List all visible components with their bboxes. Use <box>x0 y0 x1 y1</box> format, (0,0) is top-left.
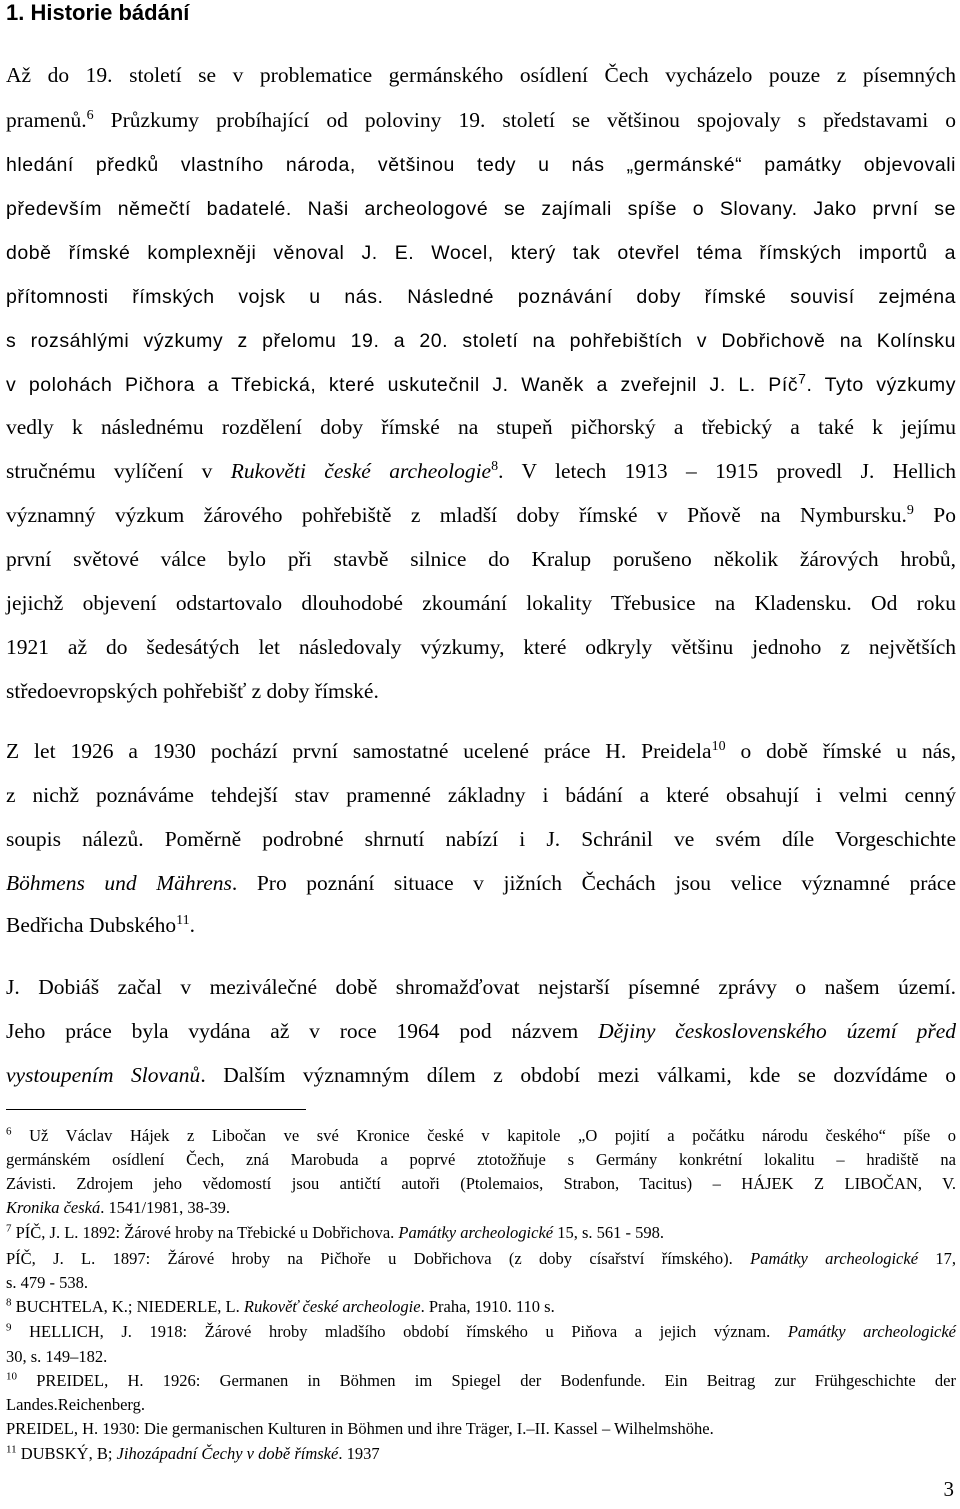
text-line: přítomnosti římských vojsk u nás. Následné poznávání doby římské souvisí zejména <box>6 286 956 308</box>
text-line: jejichž objevení odstartovalo dlouhodobé zkoumání lokality Třebusice na Kladensku. Od roku <box>6 591 956 615</box>
footnote-line: Kronika česká. 1541/1981, 38-39. <box>6 1198 230 1217</box>
footnote-line: PREIDEL, H. 1930: Die germanischen Kulturen in Böhmen und ihre Träger, I.–II. Kassel – Wilhelmshöhe. <box>6 1419 714 1438</box>
text-line: době římské komplexněji věnoval J. E. Wocel, který tak otevřel téma římských importů a <box>6 242 956 264</box>
text-line: Böhmens und Mährens. Pro poznání situace v jižních Čechách jsou velice významné práce <box>6 871 956 895</box>
text-line: hledání předků vlastního národa, většinou tedy u nás „germánské“ památky objevovali <box>6 154 956 176</box>
footnote-11: $^{11}$ DUBSKÝ, B; Jihozápadní Čechy v době římské. 1937 <box>6 1443 380 1463</box>
footnote-line: 30, s. 149–182. <box>6 1347 108 1366</box>
text-line: vedly k následnému rozdělení doby římské na stupeň pičhorský a třebický a také k jejímu <box>6 415 956 439</box>
footnote-6: $^6$ Už Václav Hájek z Libočan ve své Kronice české v kapitole „O pojití a počátku národu českého“ píše o <box>6 1125 956 1145</box>
footnote-separator <box>6 1109 306 1110</box>
footnote-7: $^7$ PÍČ, J. L. 1892: Žárové hroby na Třebické u Dobřichova. Památky archeologické 15, s. 561 - 598. <box>6 1222 665 1242</box>
text-line: s rozsáhlými výzkumy z přelomu 19. a 20. století na pohřebištích v Dobřichově na Kolínsku <box>6 330 956 352</box>
text-line: první světové válce bylo při stavbě silnice do Kralup porušeno několik žárových hrobů, <box>6 547 956 571</box>
text-line: soupis nálezů. Poměrně podrobné shrnutí nabízí i J. Schránil ve svém díle Vorgeschichte <box>6 827 956 851</box>
footnote-line: s. 479 - 538. <box>6 1273 89 1292</box>
footnote-ref[interactable]: 8 <box>491 458 499 474</box>
text-line: v polohách Pičhora a Třebická, které uskutečnil J. Waněk a zveřejnil J. L. Píč$^7$. Tyto výzkumy <box>6 370 956 396</box>
text-line: významný výzkum žárového pohřebiště z mladší doby římské v Pňově na Nymbursku.$^9$ Po <box>6 502 956 527</box>
text-line: Z let 1926 a 1930 pochází první samostatné ucelené práce H. Preidela$^{10}$ o době římské u nás, <box>6 738 956 763</box>
footnote-10: $^{10}$ PREIDEL, H. 1926: Germanen in Böhmen im Spiegel der Bodenfunde. Ein Beitrag zur Frühgeschichte der <box>6 1370 956 1390</box>
text-line: z nichž poznáváme tehdejší stav pramenné základny i bádání a které obsahují i velmi cenný <box>6 783 956 807</box>
footnote-ref[interactable]: 9 <box>906 502 914 518</box>
footnote-line: Závisti. Zdrojem jeho vědomostí jsou antičtí autoři (Ptolemaios, Strabon, Tacitus) – HÁJEK Z LIBOČAN, V. <box>6 1174 956 1193</box>
text-line: stručnému vylíčení v Rukověti české archeologie$^8$. V letech 1913 – 1915 provedl J. Hellich <box>6 458 956 483</box>
section-heading: 1. Historie bádání <box>6 0 190 25</box>
page-number: 3 <box>943 1477 954 1501</box>
footnote-line: PÍČ, J. L. 1897: Žárové hroby na Pičhoře u Dobřichova (z doby císařství římského). Památky archeologické 17, <box>6 1249 956 1268</box>
text-line: středoevropských pohřebišť z doby římské. <box>6 679 379 703</box>
text-line: Až do 19. století se v problematice germánského osídlení Čech vycházelo pouze z písemných <box>6 63 956 87</box>
footnote-line: germánském osídlení Čech, zná Marobuda a poprvé ztotožňuje s Germány konkrétní lokalitu – hradiště na <box>6 1150 956 1169</box>
footnote-line: Landes.Reichenberg. <box>6 1395 145 1414</box>
text-line: vystoupením Slovanů. Dalším významným dílem z období mezi válkami, kde se dozvídáme o <box>6 1063 956 1087</box>
text-line: 1921 až do šedesátých let následovaly výzkumy, které odkryly většinu jednoho z největších <box>6 635 956 659</box>
text-line: pramenů.$^6$ Průzkumy probíhající od poloviny 19. století se většinou spojovaly s představami o <box>6 107 956 132</box>
text-line: J. Dobiáš začal v meziválečné době shromažďovat nejstarší písemné zprávy o našem území. <box>6 975 956 999</box>
text-line: především němečtí badatelé. Naši archeologové se zajímali spíše o Slovany. Jako první se <box>6 198 956 220</box>
text-line: Bedřicha Dubského$^{11}$. <box>6 912 196 937</box>
footnote-ref[interactable]: 7 <box>798 370 807 387</box>
footnote-8: $^8$ BUCHTELA, K.; NIEDERLE, L. Rukověť české archeologie. Praha, 1910. 110 s. <box>6 1296 555 1316</box>
footnote-ref[interactable]: 6 <box>86 107 94 123</box>
footnote-9: $^9$ HELLICH, J. 1918: Žárové hroby mladšího období římského u Piňova a jejich význam. Památky archeologické <box>6 1321 956 1341</box>
footnote-ref[interactable]: 10 <box>711 738 726 754</box>
footnote-ref[interactable]: 11 <box>176 912 190 928</box>
text-line: Jeho práce byla vydána až v roce 1964 pod názvem Dějiny československého území před <box>6 1019 956 1043</box>
